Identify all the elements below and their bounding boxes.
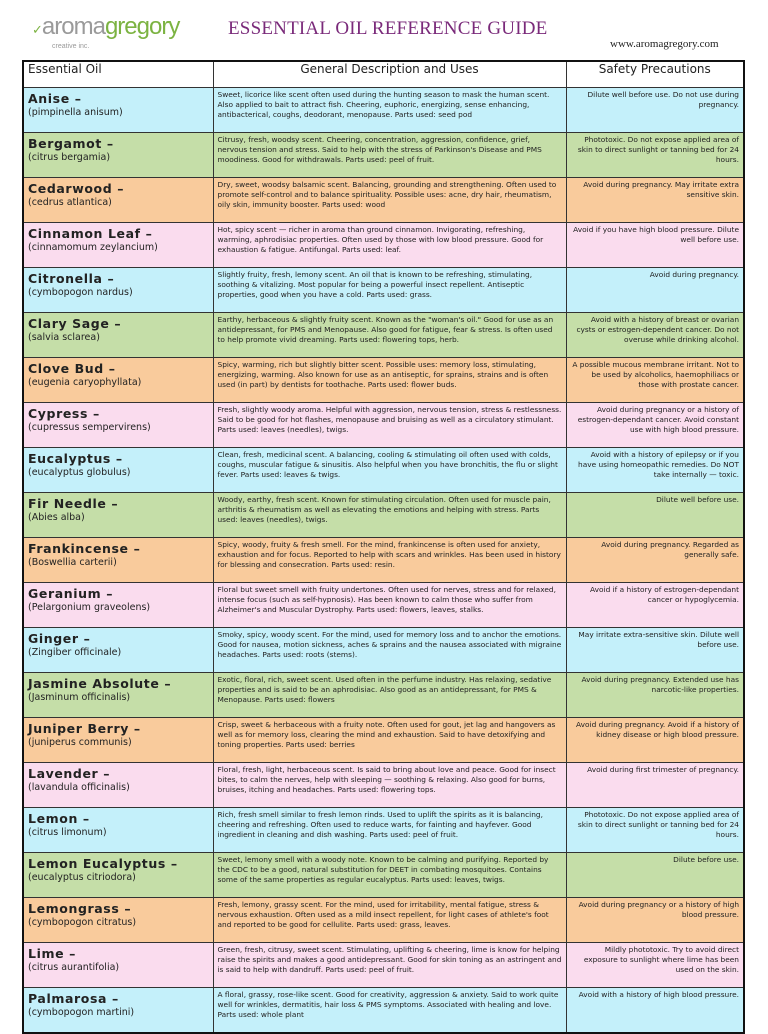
table-row xyxy=(23,88,744,133)
table-row xyxy=(23,628,744,673)
oil-description: Crisp, sweet & herbaceous with a fruity note. Often used for gout, jet lag and hangovers as well as for memory loss, clearing the mind and exhaustion. Said to have detoxifying and toning properties. Parts used: berries xyxy=(213,718,566,763)
oil-name: Lavender – xyxy=(28,766,111,781)
oil-cell xyxy=(23,808,213,853)
oil-cell xyxy=(23,943,213,988)
oil-cell xyxy=(23,853,213,898)
oil-latin-name: (Boswellia carterii) xyxy=(28,557,117,568)
oil-safety: Avoid during pregnancy. Extended use has narcotic-like properties. xyxy=(566,673,744,718)
oil-safety: Mildly phototoxic. Try to avoid direct exposure to sunlight where lime has been used on the skin. xyxy=(566,943,744,988)
table-row xyxy=(23,268,744,313)
oil-description: Floral, fresh, light, herbaceous scent. Is said to bring about love and peace. Good for insect bites, to calm the nerves, help with sleeping — soothing & relaxing. Also good for burns, bruises, itching and headaches. Parts used: flowering tops. xyxy=(213,763,566,808)
oil-name: Eucalyptus – xyxy=(28,451,123,466)
oil-latin-name: (cinnamomum zeylancium) xyxy=(28,242,158,253)
oil-description: Fresh, slightly woody aroma. Helpful with aggression, nervous tension, stress & restlessness. Said to be good for hot flashes, menopause and bruising as well as a circulatory stimulant. Parts used: leaves (needles), twigs. xyxy=(213,403,566,448)
oil-safety: A possible mucous membrane irritant. Not to be used by alcoholics, haemophiliacs or those with prostate cancer. xyxy=(566,358,744,403)
oil-description: Spicy, woody, fruity & fresh smell. For the mind, frankincense is often used for anxiety, exhaustion and for focus. Reported to help with scars and wrinkles. Has been used in history for blessing and consecration. Parts used: resin. xyxy=(213,538,566,583)
table-row xyxy=(23,763,744,808)
oil-name: Jasmine Absolute – xyxy=(28,676,172,691)
oil-latin-name: (Jasminum officinalis) xyxy=(28,692,131,703)
table-row xyxy=(23,133,744,178)
oil-description: Clean, fresh, medicinal scent. A balancing, cooling & stimulating oil often used with colds, coughs, muscular fatigue & sinusitis. Also helpful when you have bronchitis, the flu or slight fever. Parts used: leaves & twigs. xyxy=(213,448,566,493)
oil-latin-name: (eucalyptus citriodora) xyxy=(28,872,136,883)
table-row xyxy=(23,493,744,538)
oil-latin-name: (citrus aurantifolia) xyxy=(28,962,120,973)
oil-cell xyxy=(23,718,213,763)
oil-name: Citronella – xyxy=(28,271,115,286)
oil-cell xyxy=(23,493,213,538)
oil-latin-name: (eugenia caryophyllata) xyxy=(28,377,142,388)
oil-name: Cypress – xyxy=(28,406,100,421)
oil-cell xyxy=(23,538,213,583)
oil-safety: Avoid during pregnancy or a history of estrogen-dependant cancer. Avoid constant use with high blood pressure. xyxy=(566,403,744,448)
oil-safety: Dilute well before use. xyxy=(566,493,744,538)
oil-description: Woody, earthy, fresh scent. Known for stimulating circulation. Often used for muscle pain, arthritis & rheumatism as well as elevating the emotions and helping with stress. Parts used: leaves (needles), twigs. xyxy=(213,493,566,538)
table-row xyxy=(23,358,744,403)
oil-latin-name: (salvia sclarea) xyxy=(28,332,100,343)
oil-latin-name: (eucalyptus globulus) xyxy=(28,467,131,478)
oil-description: Green, fresh, citrusy, sweet scent. Stimulating, uplifting & cheering, lime is know for helping raise the spirits and makes a good antidepressant. Good for skin toning as an astringent and is said to help with dandruff. Parts used: peel of fruit. xyxy=(213,943,566,988)
oil-name: Cinnamon Leaf – xyxy=(28,226,153,241)
oil-name: Palmarosa – xyxy=(28,991,119,1006)
oil-name: Lemon Eucalyptus – xyxy=(28,856,178,871)
oil-cell xyxy=(23,268,213,313)
oil-safety: Avoid during pregnancy. May irritate extra sensitive skin. xyxy=(566,178,744,223)
oil-name: Ginger – xyxy=(28,631,91,646)
oil-latin-name: (juniperus communis) xyxy=(28,737,132,748)
oil-description: A floral, grassy, rose-like scent. Good for creativity, aggression & anxiety. Said to work quite well for wrinkles, dermatitis, hair loss & PMS symptoms. Associated with healing and love. Parts used: whole plant xyxy=(213,988,566,1034)
table-row xyxy=(23,403,744,448)
oil-description: Fresh, lemony, grassy scent. For the mind, used for irritability, mental fatigue, stress & nervous exhaustion. Often used as a mild insect repellent, for light cases of athlete's foot and reported to be good for cellulite. Parts used: grass, leaves. xyxy=(213,898,566,943)
oil-safety: Avoid if you have high blood pressure. Dilute well before use. xyxy=(566,223,744,268)
oil-cell xyxy=(23,898,213,943)
oil-description: Smoky, spicy, woody scent. For the mind, used for memory loss and to anchor the emotions. Good for nausea, motion sickness, aches & sprains and the nausea associated with migraine headaches. Parts used: roots (stems). xyxy=(213,628,566,673)
table-header-row xyxy=(23,61,744,88)
logo xyxy=(32,14,222,56)
oil-name: Juniper Berry – xyxy=(28,721,141,736)
oil-latin-name: (cymbopogon nardus) xyxy=(28,287,133,298)
oil-safety: Dilute well before use. Do not use during pregnancy. xyxy=(566,88,744,133)
table-row xyxy=(23,808,744,853)
oil-cell xyxy=(23,673,213,718)
oil-safety: May irritate extra-sensitive skin. Dilute well before use. xyxy=(566,628,744,673)
oil-cell xyxy=(23,88,213,133)
oil-description: Citrusy, fresh, woodsy scent. Cheering, concentration, aggression, confidence, grief, nervous tension and stress. Said to help with the stress of Parkinson's Disease and PMS moodiness. Good for withdrawals. Parts used: peel of fruit. xyxy=(213,133,566,178)
table-row xyxy=(23,988,744,1034)
oil-cell xyxy=(23,223,213,268)
oil-name: Lemon – xyxy=(28,811,90,826)
table-row xyxy=(23,583,744,628)
oil-description: Rich, fresh smell similar to fresh lemon rinds. Used to uplift the spirits as it is balancing, cheering and refreshing. Often used to reduce warts, for fainting and hayfever. Good ingredient in cleaning and dish washing. Parts used: peel of fruit. xyxy=(213,808,566,853)
oil-cell xyxy=(23,313,213,358)
oil-safety: Avoid if a history of estrogen-dependant cancer or hypoglycemia. xyxy=(566,583,744,628)
oil-latin-name: (Abies alba) xyxy=(28,512,85,523)
table-row xyxy=(23,313,744,358)
oil-latin-name: (cymbopogon citratus) xyxy=(28,917,137,928)
oil-safety: Avoid with a history of breast or ovarian cysts or estrogen-dependent cancer. Do not overuse while drinking alcohol. xyxy=(566,313,744,358)
table-row xyxy=(23,538,744,583)
oil-safety: Dilute before use. xyxy=(566,853,744,898)
oil-cell xyxy=(23,178,213,223)
oil-latin-name: (cupressus sempervirens) xyxy=(28,422,151,433)
oil-cell xyxy=(23,628,213,673)
oil-latin-name: (lavandula officinalis) xyxy=(28,782,130,793)
oil-description: Hot, spicy scent — richer in aroma than ground cinnamon. Invigorating, refreshing, warming, aphrodisiac properties. Often used by those with low blood pressure. Good for exhaustion & fatigue. Antifungal. Parts used: leaf. xyxy=(213,223,566,268)
oil-latin-name: (Pelargonium graveolens) xyxy=(28,602,151,613)
column-header-oil: Essential Oil xyxy=(23,61,213,88)
oil-name: Fir Needle – xyxy=(28,496,119,511)
table-row xyxy=(23,448,744,493)
oil-name: Frankincense – xyxy=(28,541,141,556)
oil-safety: Avoid during pregnancy. Regarded as generally safe. xyxy=(566,538,744,583)
oil-latin-name: (cymbopogon martini) xyxy=(28,1007,135,1018)
oil-name: Lemongrass – xyxy=(28,901,132,916)
oil-latin-name: (Zingiber officinale) xyxy=(28,647,122,658)
oil-description: Floral but sweet smell with fruity undertones. Often used for nerves, stress and for relaxed, intense focus (such as self-hypnosis). Has been known to calm those who suffer from Alzheimer's and Muscular Dystrophy. Parts used: flowers, leaves, stalks. xyxy=(213,583,566,628)
oil-safety: Avoid during pregnancy. Avoid if a history of kidney disease or high blood pressure. xyxy=(566,718,744,763)
column-header-safety: Safety Precautions xyxy=(566,61,744,88)
oil-description: Slightly fruity, fresh, lemony scent. An oil that is known to be refreshing, stimulating, soothing & vitalizing. Most popular for being a powerful insect repellent. Antiseptic properties, good when you have a cold. Parts used: grass. xyxy=(213,268,566,313)
table-row xyxy=(23,223,744,268)
oil-safety: Avoid during first trimester of pregnancy. xyxy=(566,763,744,808)
oil-name: Anise – xyxy=(28,91,82,106)
table-row xyxy=(23,853,744,898)
oil-cell xyxy=(23,763,213,808)
table-row xyxy=(23,673,744,718)
oil-safety: Phototoxic. Do not expose applied area of skin to direct sunlight or tanning bed for 24 hours. xyxy=(566,133,744,178)
table-row xyxy=(23,943,744,988)
oil-description: Sweet, licorice like scent often used during the hunting season to mask the human scent. Also applied to bait to attract fish. Cheering, euphoric, energizing, sense enhancing, antibacterical, coughs, deodorant, menopause. Parts used: seed pod xyxy=(213,88,566,133)
oil-latin-name: (cedrus atlantica) xyxy=(28,197,112,208)
oil-description: Sweet, lemony smell with a woody note. Known to be calming and purifying. Reported by the CDC to be a good, natural substitution for DEET in combating mosquitoes. Contains some of the same properties as regular eucalyptus. Parts used: leaves, twigs. xyxy=(213,853,566,898)
oil-description: Dry, sweet, woodsy balsamic scent. Balancing, grounding and strengthening. Often used to promote self-control and to balance spirituality. Possible uses: acne, dry hair, rheumatism, oily skin, immunity booster. Parts used: wood xyxy=(213,178,566,223)
oil-cell xyxy=(23,403,213,448)
oil-cell xyxy=(23,448,213,493)
page-title: ESSENTIAL OIL REFERENCE GUIDE xyxy=(228,18,548,39)
oil-cell xyxy=(23,988,213,1034)
leaf-icon: ✓ xyxy=(32,22,42,37)
oil-reference-table xyxy=(22,60,745,1034)
oil-name: Bergamot – xyxy=(28,136,114,151)
oil-description: Earthy, herbaceous & slightly fruity scent. Known as the "woman's oil." Good for use as an antidepressant, for PMS and Menopause. Also good for fatigue, fear & stress. Is often used to help promote vivid dreaming. Parts used: flowering tops, herb. xyxy=(213,313,566,358)
oil-name: Lime – xyxy=(28,946,76,961)
logo-wordmark: ✓aromagregory xyxy=(32,13,180,40)
oil-cell xyxy=(23,133,213,178)
oil-description: Exotic, floral, rich, sweet scent. Used often in the perfume industry. Has relaxing, sedative properties and is said to be an aphrodisiac. Also good as an antidepressant, for PMS & Menopause. Parts used: flowers xyxy=(213,673,566,718)
table-row xyxy=(23,718,744,763)
oil-cell xyxy=(23,358,213,403)
oil-safety: Avoid with a history of high blood pressure. xyxy=(566,988,744,1034)
oil-safety: Phototoxic. Do not expose applied area of skin to direct sunlight or tanning bed for 24 hours. xyxy=(566,808,744,853)
oil-safety: Avoid with a history of epilepsy or if you have using homeopathic remedies. Do NOT take internally — toxic. xyxy=(566,448,744,493)
table-row xyxy=(23,898,744,943)
table-body xyxy=(23,88,744,1034)
oil-name: Clary Sage – xyxy=(28,316,122,331)
website-url: www.aromagregory.com xyxy=(610,38,719,50)
oil-cell xyxy=(23,583,213,628)
oil-latin-name: (citrus limonum) xyxy=(28,827,107,838)
oil-description: Spicy, warming, rich but slightly bitter scent. Possible uses: memory loss, stimulating, energizing, warming. Also known for use as an antiseptic, for sprains, strains and is often used (in part) by dentists for toothache. Parts used: flower buds. xyxy=(213,358,566,403)
oil-name: Geranium – xyxy=(28,586,114,601)
oil-latin-name: (citrus bergamia) xyxy=(28,152,111,163)
oil-name: Clove Bud – xyxy=(28,361,116,376)
oil-safety: Avoid during pregnancy or a history of high blood pressure. xyxy=(566,898,744,943)
logo-subtitle: creative inc. xyxy=(52,43,90,50)
oil-safety: Avoid during pregnancy. xyxy=(566,268,744,313)
column-header-description: General Description and Uses xyxy=(213,61,566,88)
oil-latin-name: (pimpinella anisum) xyxy=(28,107,123,118)
oil-name: Cedarwood – xyxy=(28,181,125,196)
table-row xyxy=(23,178,744,223)
